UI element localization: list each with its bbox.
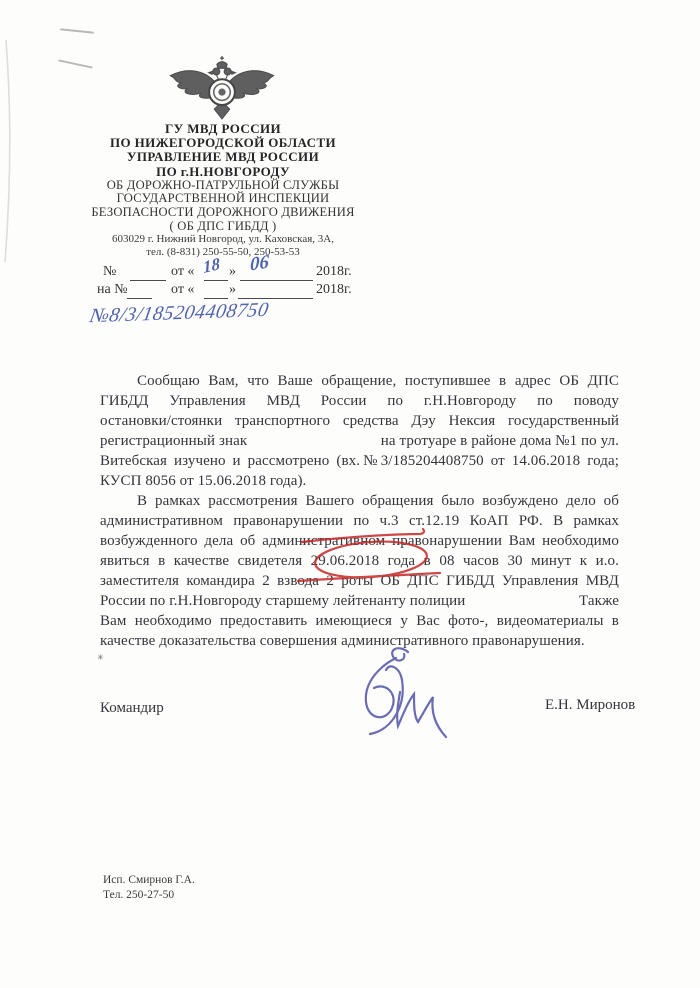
body-line: заместителя командира 2 взвода 2 роты ОБ ДПС ГИБДД Управления МВД bbox=[100, 573, 619, 589]
body-line: Витебская изучено и рассмотрено (вх.№3/185204408750 от 14.06.2018 года; bbox=[100, 453, 619, 469]
signer-name: Е.Н. Миронов bbox=[545, 697, 636, 713]
org-line: ГОСУДАРСТВЕННОЙ ИНСПЕКЦИИ bbox=[116, 191, 330, 206]
body-line: явиться в качестве свидетеля 29.06.2018 года в 08 часов 30 минут к и.о. bbox=[100, 553, 619, 569]
org-line: БЕЗОПАСНОСТИ ДОРОЖНОГО ДВИЖЕНИЯ bbox=[91, 205, 355, 219]
org-address: 603029 г. Нижний Новгород, ул. Каховская, 3А, bbox=[111, 233, 334, 246]
org-line: ОБ ДОРОЖНО-ПАТРУЛЬНОЙ СЛУЖБЫ bbox=[106, 177, 340, 192]
ref-na-no-label: на № bbox=[97, 282, 128, 297]
executor-name: Исп. Смирнов Г.А. bbox=[103, 874, 195, 886]
ref-year: 2018г. bbox=[316, 264, 352, 279]
mvd-eagle-emblem bbox=[166, 55, 278, 121]
ref-blank bbox=[127, 283, 152, 299]
ref-year: 2018г. bbox=[316, 282, 352, 297]
org-line: ГУ МВД РОССИИ bbox=[164, 121, 282, 136]
scan-mark-line bbox=[60, 28, 94, 33]
red-strikethrough-2 bbox=[298, 573, 440, 581]
org-line: УПРАВЛЕНИЕ МВД РОССИИ bbox=[126, 149, 320, 165]
org-line: ( ОБ ДПС ГИБДД ) bbox=[169, 218, 277, 233]
body-segment: на тротуаре в районе дома №1 по ул. bbox=[380, 433, 619, 449]
body-line: качестве доказательства совершения административного правонарушения. bbox=[100, 633, 585, 649]
body-line: возбужденного дела об административном правонарушении Вам необходимо bbox=[100, 533, 619, 549]
ref-blank bbox=[238, 283, 313, 299]
handwritten-registration-number: №8/3/185204408750 bbox=[88, 298, 271, 328]
handwritten-signature bbox=[336, 642, 456, 747]
signer-title: Командир bbox=[100, 700, 164, 716]
org-line: ПО НИЖЕГОРОДСКОЙ ОБЛАСТИ bbox=[109, 135, 337, 151]
ref-ot-label: от « bbox=[171, 282, 195, 297]
red-strikethrough-1 bbox=[302, 529, 424, 542]
body-line: Сообщаю Вам, что Ваше обращение, поступившее в адрес ОБ ДПС bbox=[137, 373, 619, 389]
red-pen-annotations bbox=[270, 515, 495, 607]
ref-blank bbox=[204, 283, 228, 299]
org-line: ПО г.Н.НОВГОРОДУ bbox=[156, 163, 290, 179]
body-line: остановки/стоянки транспортного средства Дэу Нексия государственный bbox=[100, 413, 619, 429]
body-segment: регистрационный знак bbox=[100, 433, 248, 449]
org-phone: тел. (8-831) 250-55-50, 250-53-53 bbox=[146, 245, 300, 258]
ref-no-label: № bbox=[103, 264, 117, 279]
letter-body bbox=[100, 371, 619, 651]
handwritten-month: 06 bbox=[249, 251, 270, 276]
body-line: КУСП 8056 от 15.06.2018 года). bbox=[100, 473, 307, 489]
body-line: В рамках рассмотрения Вашего обращения было возбуждено дело об bbox=[137, 493, 619, 509]
body-line: ГИБДД Управления МВД России по г.Н.Новгороду по поводу bbox=[100, 393, 619, 409]
ref-quote: » bbox=[229, 282, 236, 297]
scan-mark-line bbox=[58, 59, 93, 68]
body-line: административном правонарушении по ч.3 ст.12.19 КоАП РФ. В рамках bbox=[100, 513, 619, 529]
ref-quote: » bbox=[229, 264, 236, 279]
ref-blank bbox=[130, 265, 166, 281]
footer bbox=[103, 873, 195, 903]
body-line bbox=[100, 431, 619, 451]
letterhead bbox=[55, 122, 391, 258]
executor-phone: Тел. 250-27-50 bbox=[103, 889, 175, 901]
handwritten-day: 18 bbox=[202, 254, 221, 277]
body-line: Вам необходимо предоставить имеющиеся у Вас фото-, видеоматериалы в bbox=[100, 613, 619, 629]
page-edge-shadow bbox=[0, 30, 16, 275]
ref-ot-label: от « bbox=[171, 264, 195, 279]
body-segment: Также bbox=[578, 593, 619, 609]
body-segment: России по г.Н.Новгороду старшему лейтенанту полиции bbox=[100, 593, 466, 609]
ink-speck: ✳ bbox=[97, 653, 104, 662]
